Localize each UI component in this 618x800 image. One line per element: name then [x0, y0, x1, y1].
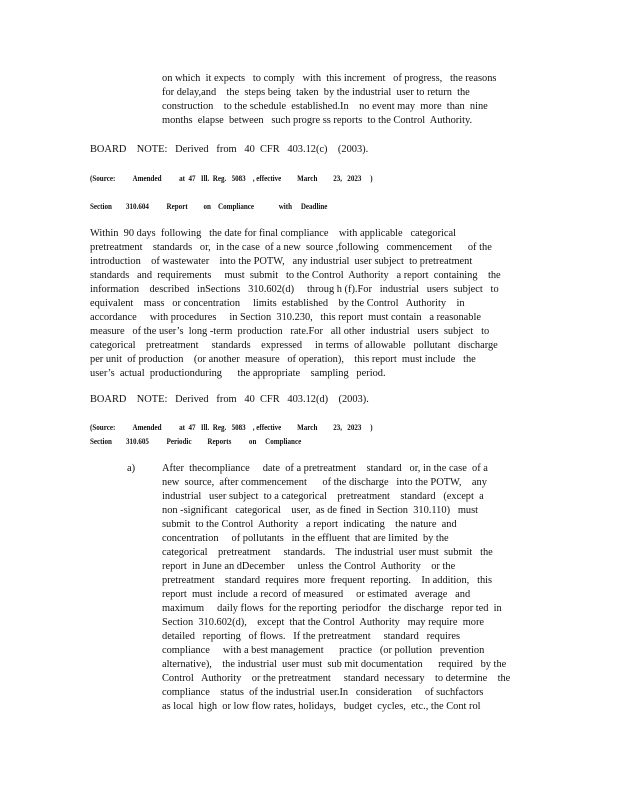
- board-note: BOARD NOTE: Derived from 40 CFR 403.12(c) (2003).: [90, 144, 369, 155]
- source-note: (Source: Amended at 47 Ill. Reg. 5083 , effective March 23, 2023 ): [90, 422, 373, 432]
- board-note: BOARD NOTE: Derived from 40 CFR 403.12(d) (2003).: [90, 394, 369, 405]
- text-line: new source, after commencement of the discharge into the POTW, any: [162, 477, 487, 488]
- text-line: maximum daily flows for the reporting periodfor the discharge repor ted in: [162, 603, 502, 614]
- text-line: Section 310.602(d), except that the Control Authority may require more: [162, 617, 485, 628]
- text-line: months elapse between such progre ss reports to the Control Authority.: [162, 115, 473, 126]
- text-line: for delay,and the steps being taken by the industrial user to return the: [162, 87, 470, 98]
- text-line: information described inSections 310.602(d) throug h (f).For industrial users subject to: [90, 284, 499, 295]
- text-line: categorical pretreatment standards expressed in terms of allowable pollutant discharge: [90, 340, 498, 351]
- text-line: as local high or low flow rates, holidays, budget cycles, etc., the Cont rol: [162, 701, 481, 712]
- text-line: detailed reporting of flows. If the pretreatment standard requires: [162, 631, 461, 642]
- text-line: user’s actual productionduring the appropriate sampling period.: [90, 368, 386, 379]
- text-line: equivalent mass or concentration limits established by the Control Authority in: [90, 298, 465, 309]
- text-line: report must include a record of measured or estimated average and: [162, 589, 471, 600]
- text-line: measure of the user’s long -term production rate.For all other industrial users subject to: [90, 326, 490, 337]
- source-note: (Source: Amended at 47 Ill. Reg. 5083 , effective March 23, 2023 ): [90, 173, 373, 183]
- text-line: categorical pretreatment standards. The industrial user must submit the: [162, 547, 493, 558]
- text-line: report in June an dDecember unless the Control Authority or the: [162, 561, 456, 572]
- text-line: per unit of production (or another measure of operation), this report must include the: [90, 354, 476, 365]
- text-line: on which it expects to comply with this increment of progress, the reasons: [162, 73, 497, 84]
- text-line: pretreatment standard requires more frequent reporting. In addition, this: [162, 575, 493, 586]
- text-line: compliance status of the industrial user.In consideration of suchfactors: [162, 687, 484, 698]
- section-604-paragraph: [90, 227, 530, 377]
- section-heading: Section 310.604 Report on Compliance with Deadline: [90, 201, 328, 211]
- text-line: alternative), the industrial user must sub mit documentation required by the: [162, 659, 507, 670]
- text-line: introduction of wastewater into the POTW, any industrial user subject to pretreatment: [90, 256, 473, 267]
- text-line: non -significant categorical user, as de fined in Section 310.110) must: [162, 505, 479, 516]
- text-line: accordance with procedures in Section 310.230, this report must contain a reasonable: [90, 312, 481, 323]
- list-marker: a): [127, 463, 136, 474]
- text-line: industrial user subject to a categorical pretreatment standard (except a: [162, 491, 484, 502]
- section-heading: Section 310.605 Periodic Reports on Compliance: [90, 436, 302, 446]
- text-line: After thecompliance date of a pretreatment standard or, in the case of a: [162, 463, 488, 474]
- text-line: Within 90 days following the date for final compliance with applicable categorical: [90, 228, 457, 239]
- continuation-paragraph: [162, 72, 542, 132]
- text-line: compliance with a best management practice (or pollution prevention: [162, 645, 485, 656]
- text-line: concentration of pollutants in the effluent that are limited by the: [162, 533, 449, 544]
- text-line: Control Authority or the pretreatment standard necessary to determine the: [162, 673, 511, 684]
- text-line: pretreatment standards or, in the case of a new source ,following commencement of the: [90, 242, 492, 253]
- text-line: submit to the Control Authority a report indicating the nature and: [162, 519, 457, 530]
- text-line: construction to the schedule established.In no event may more than nine: [162, 101, 488, 112]
- text-line: standards and requirements must submit to the Control Authority a report containing the: [90, 270, 501, 281]
- item-a-paragraph: [162, 462, 532, 712]
